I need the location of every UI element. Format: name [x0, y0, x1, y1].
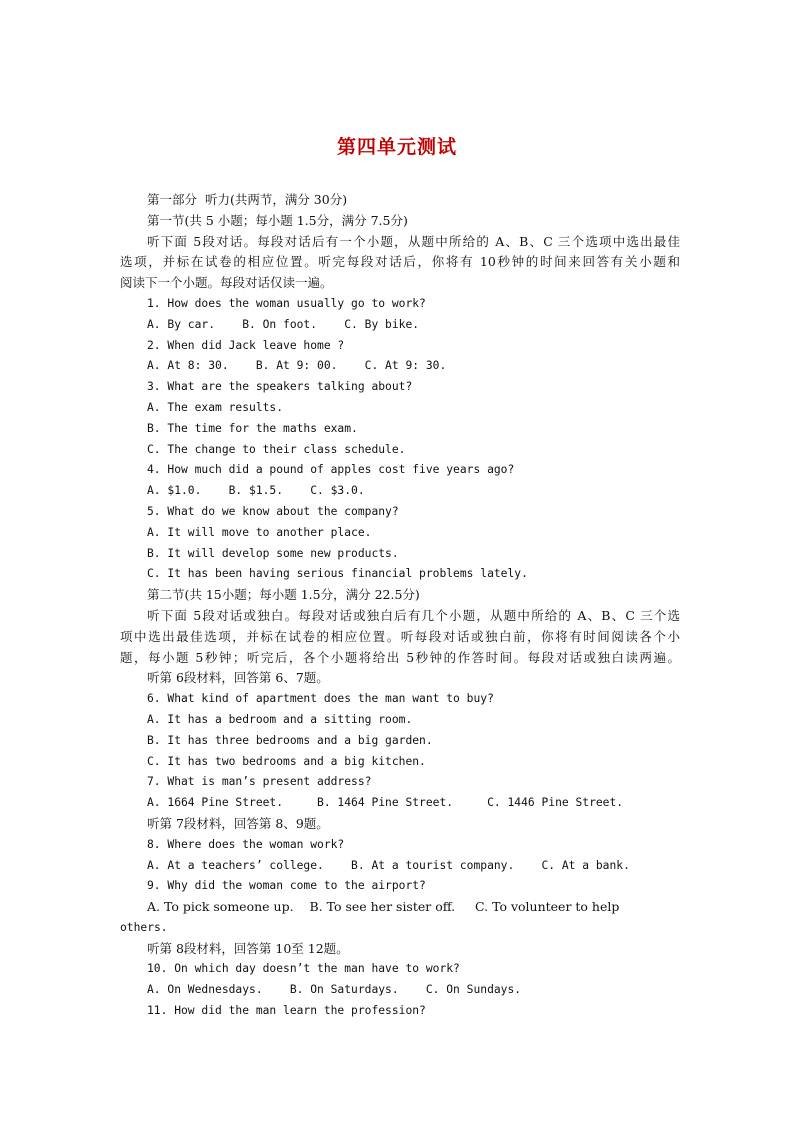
text-line: A. By car. B. On foot. C. By bike. [147, 317, 420, 331]
text-line: 10. On which day doesn’t the man have to work? [147, 962, 460, 976]
text-line: A. To pick someone up. B. To see her sister off. C. To volunteer to help [147, 899, 620, 915]
text-line: A. It has a bedroom and a sitting room. [147, 712, 413, 726]
text-line: C. It has two bedrooms and a big kitchen. [147, 754, 426, 768]
text-line: 6. What kind of apartment does the man want to buy? [147, 692, 494, 706]
text-line: 选项，并标在试卷的相应位置。听完每段对话后，你将有 10秒钟的时间来回答有关小题和 [120, 254, 680, 270]
text-line: B. It has three bedrooms and a big garden. [147, 733, 433, 747]
text-line: 项中选出最佳选项，并标在试卷的相应位置。听每段对话或独白前，你将有时间阅读各个小 [120, 628, 680, 644]
text-line: 听第 6段材料，回答第 6、7题。 [147, 670, 329, 686]
text-line: 8. Where does the woman work? [147, 837, 345, 851]
text-line: 第二节(共 15小题；每小题 1.5分，满分 22.5分) [147, 587, 420, 603]
text-line: 4. How much did a pound of apples cost five years ago? [147, 463, 515, 477]
text-line: 题，每小题 5秒钟；听完后，各个小题将给出 5秒钟的作答时间。每段对话或独白读两遍。 [120, 649, 680, 665]
text-line: 第一节(共 5 小题；每小题 1.5分，满分 7.5分) [147, 212, 408, 228]
text-line: A. The exam results. [147, 400, 284, 414]
text-line: 2. When did Jack leave home ? [147, 338, 345, 352]
document-body [120, 190, 680, 1022]
text-line: B. It will develop some new products. [147, 546, 399, 560]
text-line: A. On Wednesdays. B. On Saturdays. C. On Sundays. [147, 983, 522, 997]
text-line: 3. What are the speakers talking about? [147, 380, 413, 394]
text-line: 阅读下一个小题。每段对话仅读一遍。 [120, 275, 333, 291]
text-line: A. It will move to another place. [147, 525, 372, 539]
document-title: 第四单元测试 [336, 136, 457, 158]
text-line: 第一部分 听力(共两节，满分 30分) [147, 192, 348, 207]
text-line: others. [120, 920, 168, 934]
text-line: A. At a teachers’ college. B. At a tourist company. C. At a bank. [147, 858, 630, 872]
text-line: A. 1664 Pine Street. B. 1464 Pine Street. C. 1446 Pine Street. [147, 796, 624, 810]
text-line: 听下面 5段对话。每段对话后有一个小题，从题中所给的 A、B、C 三个选项中选出最佳 [147, 233, 680, 249]
text-line: C. It has been having serious financial problems lately. [147, 567, 528, 581]
text-line: 听第 7段材料，回答第 8、9题。 [147, 815, 329, 831]
text-line: 1. How does the woman usually go to work? [147, 296, 426, 310]
text-line: B. The time for the maths exam. [147, 421, 358, 435]
text-line: 9. Why did the woman come to the airport? [147, 879, 426, 893]
text-line: 11. How did the man learn the profession? [147, 1004, 426, 1018]
text-line: 7. What is man’s present address? [147, 775, 372, 789]
text-line: C. The change to their class schedule. [147, 442, 406, 456]
text-line: A. $1.0. B. $1.5. C. $3.0. [147, 484, 365, 498]
text-line: A. At 8: 30. B. At 9: 00. C. At 9: 30. [147, 359, 447, 373]
text-line: 听第 8段材料，回答第 10至 12题。 [147, 940, 349, 956]
text-line: 听下面 5段对话或独白。每段对话或独白后有几个小题，从题中所给的 A、B、C 三个选 [147, 607, 680, 623]
text-line: 5. What do we know about the company? [147, 504, 399, 518]
